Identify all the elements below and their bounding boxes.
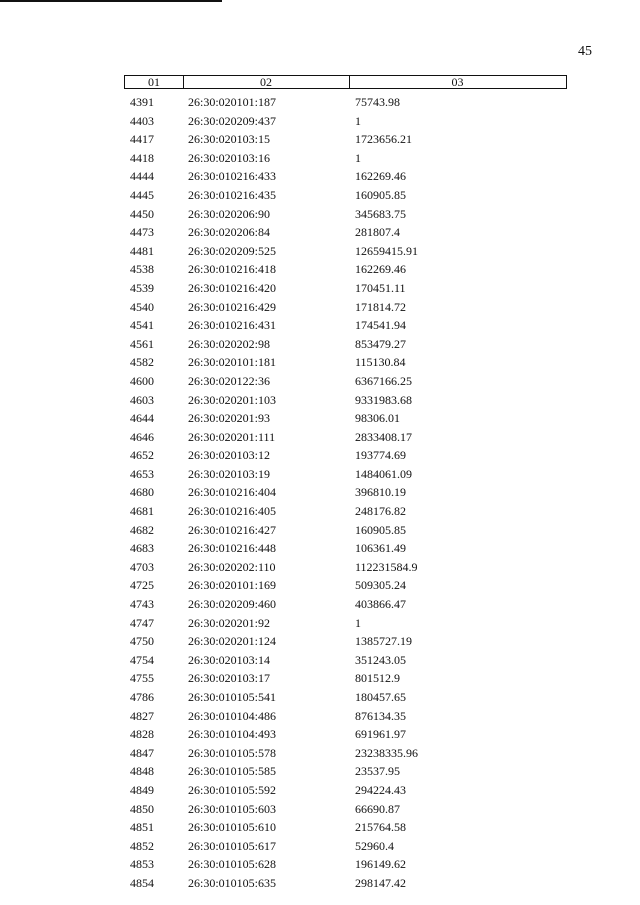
cadastral-number: 26:30:010216:431 bbox=[188, 318, 277, 333]
table-row bbox=[130, 855, 570, 874]
value: 160905.85 bbox=[355, 187, 406, 202]
row-id: 4450 bbox=[130, 206, 154, 221]
value: 162269.46 bbox=[355, 262, 406, 277]
cadastral-number: 26:30:010105:617 bbox=[188, 838, 277, 853]
table-row bbox=[130, 130, 570, 149]
row-id: 4852 bbox=[130, 838, 154, 853]
table-row bbox=[130, 632, 570, 651]
table-row bbox=[130, 483, 570, 502]
table-row bbox=[130, 242, 570, 261]
value: 193774.69 bbox=[355, 448, 406, 463]
value: 298147.42 bbox=[355, 875, 406, 890]
row-id: 4391 bbox=[130, 95, 154, 109]
table-row bbox=[130, 669, 570, 688]
cadastral-number: 26:30:020201:92 bbox=[188, 615, 271, 630]
table-row bbox=[130, 167, 570, 186]
table-row bbox=[130, 744, 570, 763]
table-row bbox=[130, 502, 570, 521]
value: 52960.4 bbox=[355, 838, 394, 853]
value: 66690.87 bbox=[355, 801, 400, 816]
row-id: 4786 bbox=[130, 690, 154, 704]
cadastral-number: 26:30:020103:14 bbox=[188, 652, 271, 667]
cadastral-number: 26:30:020201:124 bbox=[188, 634, 277, 649]
cadastral-number: 26:30:010105:585 bbox=[188, 764, 277, 779]
cadastral-number: 26:30:010216:418 bbox=[188, 262, 277, 277]
table-row bbox=[130, 149, 570, 168]
value: 403866.47 bbox=[355, 597, 406, 612]
header-cell-02: 02 bbox=[183, 76, 350, 88]
page-number: 45 bbox=[578, 44, 592, 59]
cadastral-number: 26:30:020101:187 bbox=[188, 95, 277, 109]
table-row bbox=[130, 800, 570, 819]
table-row bbox=[130, 223, 570, 242]
cadastral-number: 26:30:020201:111 bbox=[188, 429, 276, 444]
cadastral-number: 26:30:020103:15 bbox=[188, 132, 271, 147]
cadastral-number: 26:30:020101:181 bbox=[188, 355, 277, 370]
value: 196149.62 bbox=[355, 857, 406, 872]
table-row bbox=[130, 112, 570, 131]
cadastral-number: 26:30:010105:628 bbox=[188, 857, 277, 872]
cadastral-number: 26:30:010104:493 bbox=[188, 727, 277, 742]
table-row bbox=[130, 614, 570, 633]
value: 294224.43 bbox=[355, 782, 406, 797]
cadastral-number: 26:30:010105:592 bbox=[188, 782, 277, 797]
row-id: 4444 bbox=[130, 169, 154, 184]
value: 281807.4 bbox=[355, 225, 400, 240]
table-row bbox=[130, 818, 570, 837]
row-id: 4538 bbox=[130, 262, 154, 277]
table-row bbox=[130, 707, 570, 726]
value: 6367166.25 bbox=[355, 373, 412, 388]
value: 9331983.68 bbox=[355, 392, 412, 407]
row-id: 4539 bbox=[130, 280, 154, 295]
value: 106361.49 bbox=[355, 541, 406, 556]
value: 215764.58 bbox=[355, 820, 406, 835]
table-row bbox=[130, 372, 570, 391]
value: 162269.46 bbox=[355, 169, 406, 184]
value: 345683.75 bbox=[355, 206, 406, 221]
value: 2833408.17 bbox=[355, 429, 412, 444]
table-row bbox=[130, 558, 570, 577]
row-id: 4540 bbox=[130, 299, 154, 314]
row-id: 4853 bbox=[130, 857, 154, 872]
value: 23537.95 bbox=[355, 764, 400, 779]
cadastral-number: 26:30:020209:460 bbox=[188, 597, 277, 612]
value: 691961.97 bbox=[355, 727, 406, 742]
value: 180457.65 bbox=[355, 690, 406, 704]
header-cell-01: 01 bbox=[125, 76, 184, 88]
table-row bbox=[130, 335, 570, 354]
row-id: 4750 bbox=[130, 634, 154, 649]
row-id: 4403 bbox=[130, 113, 154, 128]
row-id: 4445 bbox=[130, 187, 154, 202]
row-id: 4652 bbox=[130, 448, 154, 463]
row-id: 4600 bbox=[130, 373, 154, 388]
table-row bbox=[130, 205, 570, 224]
table-row bbox=[130, 837, 570, 856]
table-row bbox=[130, 446, 570, 465]
table-row bbox=[130, 353, 570, 372]
cadastral-number: 26:30:020103:12 bbox=[188, 448, 271, 463]
row-id: 4848 bbox=[130, 764, 154, 779]
cadastral-number: 26:30:020202:110 bbox=[188, 559, 276, 574]
row-id: 4847 bbox=[130, 745, 154, 760]
cadastral-number: 26:30:010216:448 bbox=[188, 541, 277, 556]
cadastral-number: 26:30:020206:84 bbox=[188, 225, 271, 240]
value: 1 bbox=[355, 150, 361, 165]
cadastral-number: 26:30:010216:404 bbox=[188, 485, 277, 500]
cadastral-number: 26:30:010216:427 bbox=[188, 522, 277, 537]
value: 1 bbox=[355, 113, 361, 128]
row-id: 4644 bbox=[130, 411, 154, 426]
cadastral-number: 26:30:010216:429 bbox=[188, 299, 277, 314]
cadastral-number: 26:30:010105:541 bbox=[188, 690, 277, 704]
value: 876134.35 bbox=[355, 708, 406, 723]
table-row bbox=[130, 391, 570, 410]
table-row bbox=[130, 688, 570, 707]
cadastral-number: 26:30:010104:486 bbox=[188, 708, 277, 723]
cadastral-number: 26:30:020209:525 bbox=[188, 243, 277, 258]
cadastral-number: 26:30:010105:578 bbox=[188, 745, 277, 760]
table-header bbox=[124, 75, 567, 89]
cadastral-number: 26:30:020103:16 bbox=[188, 150, 271, 165]
cadastral-number: 26:30:020201:103 bbox=[188, 392, 277, 407]
value: 171814.72 bbox=[355, 299, 406, 314]
row-id: 4747 bbox=[130, 615, 154, 630]
row-id: 4828 bbox=[130, 727, 154, 742]
row-id: 4681 bbox=[130, 504, 154, 519]
value: 115130.84 bbox=[355, 355, 406, 370]
row-id: 4743 bbox=[130, 597, 154, 612]
table-row bbox=[130, 279, 570, 298]
value: 853479.27 bbox=[355, 336, 406, 351]
cadastral-number: 26:30:020201:93 bbox=[188, 411, 271, 426]
cadastral-number: 26:30:020103:19 bbox=[188, 466, 271, 481]
value: 1 bbox=[355, 615, 361, 630]
value: 12659415.91 bbox=[355, 243, 418, 258]
row-id: 4851 bbox=[130, 820, 154, 835]
value: 98306.01 bbox=[355, 411, 400, 426]
cadastral-number: 26:30:010105:635 bbox=[188, 875, 277, 890]
value: 112231584.9 bbox=[355, 559, 418, 574]
row-id: 4481 bbox=[130, 243, 154, 258]
cadastral-number: 26:30:020206:90 bbox=[188, 206, 271, 221]
table-body bbox=[130, 93, 570, 893]
cadastral-number: 26:30:010216:433 bbox=[188, 169, 277, 184]
row-id: 4561 bbox=[130, 336, 154, 351]
value: 801512.9 bbox=[355, 671, 400, 686]
row-id: 4755 bbox=[130, 671, 154, 686]
table-row bbox=[130, 595, 570, 614]
table-row bbox=[130, 298, 570, 317]
value: 396810.19 bbox=[355, 485, 406, 500]
top-rule bbox=[0, 0, 222, 2]
table-row bbox=[130, 651, 570, 670]
table-row bbox=[130, 409, 570, 428]
row-id: 4850 bbox=[130, 801, 154, 816]
row-id: 4854 bbox=[130, 875, 154, 890]
cadastral-number: 26:30:020122:36 bbox=[188, 373, 271, 388]
table-row bbox=[130, 260, 570, 279]
table-row bbox=[130, 576, 570, 595]
table-row bbox=[130, 316, 570, 335]
row-id: 4418 bbox=[130, 150, 154, 165]
value: 170451.11 bbox=[355, 280, 406, 295]
cadastral-number: 26:30:020101:169 bbox=[188, 578, 277, 593]
table-row bbox=[130, 539, 570, 558]
row-id: 4582 bbox=[130, 355, 154, 370]
value: 1723656.21 bbox=[355, 132, 412, 147]
table-row bbox=[130, 874, 570, 893]
row-id: 4754 bbox=[130, 652, 154, 667]
row-id: 4646 bbox=[130, 429, 154, 444]
table-row bbox=[130, 428, 570, 447]
cadastral-number: 26:30:010216:435 bbox=[188, 187, 277, 202]
value: 1484061.09 bbox=[355, 466, 412, 481]
row-id: 4653 bbox=[130, 466, 154, 481]
value: 174541.94 bbox=[355, 318, 406, 333]
cadastral-number: 26:30:020103:17 bbox=[188, 671, 271, 686]
header-cell-03: 03 bbox=[451, 75, 464, 89]
cadastral-number: 26:30:010105:603 bbox=[188, 801, 277, 816]
cadastral-number: 26:30:010216:405 bbox=[188, 504, 277, 519]
table-row bbox=[130, 781, 570, 800]
value: 1385727.19 bbox=[355, 634, 412, 649]
row-id: 4827 bbox=[130, 708, 154, 723]
cadastral-number: 26:30:010105:610 bbox=[188, 820, 277, 835]
table-row bbox=[130, 465, 570, 484]
table-row bbox=[130, 521, 570, 540]
cadastral-number: 26:30:020209:437 bbox=[188, 113, 277, 128]
cadastral-number: 26:30:010216:420 bbox=[188, 280, 277, 295]
row-id: 4541 bbox=[130, 318, 154, 333]
value: 160905.85 bbox=[355, 522, 406, 537]
table-row bbox=[130, 186, 570, 205]
row-id: 4603 bbox=[130, 392, 154, 407]
row-id: 4680 bbox=[130, 485, 154, 500]
row-id: 4417 bbox=[130, 132, 154, 147]
row-id: 4683 bbox=[130, 541, 154, 556]
table-row bbox=[130, 93, 570, 112]
value: 23238335.96 bbox=[355, 745, 418, 760]
row-id: 4725 bbox=[130, 578, 154, 593]
table-row bbox=[130, 762, 570, 781]
cadastral-number: 26:30:020202:98 bbox=[188, 336, 271, 351]
value: 509305.24 bbox=[355, 578, 406, 593]
value: 248176.82 bbox=[355, 504, 406, 519]
table-row bbox=[130, 725, 570, 744]
row-id: 4703 bbox=[130, 559, 154, 574]
row-id: 4682 bbox=[130, 522, 154, 537]
value: 351243.05 bbox=[355, 652, 406, 667]
value: 75743.98 bbox=[355, 95, 400, 109]
row-id: 4473 bbox=[130, 225, 154, 240]
row-id: 4849 bbox=[130, 782, 154, 797]
